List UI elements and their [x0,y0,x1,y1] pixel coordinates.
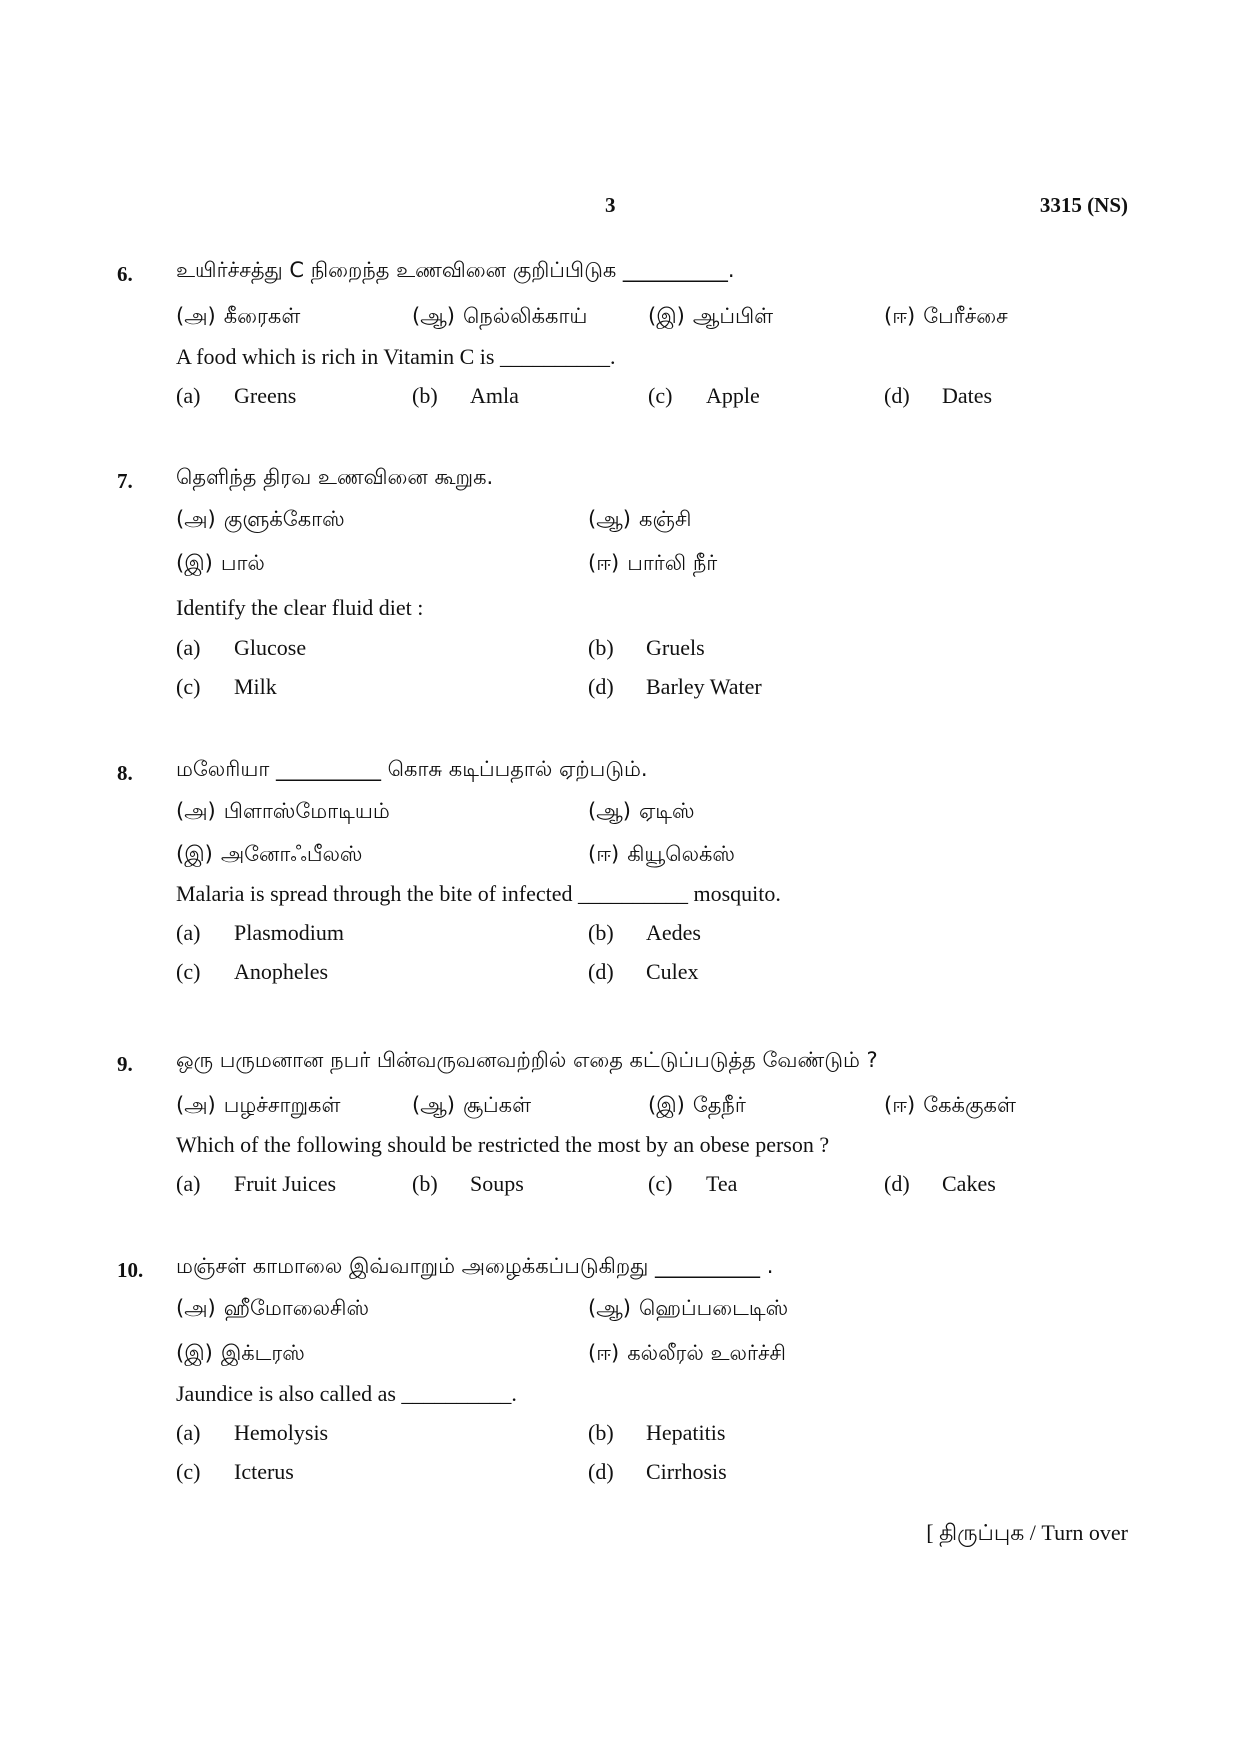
tamil-question: தெளிந்த திரவ உணவினை கூறுக. [176,465,494,489]
option-c: (c) Icterus [176,1459,294,1484]
option-d: (d) Barley Water [588,674,762,699]
option-b: (b) Hepatitis [588,1420,726,1445]
option-c-ta: (இ) அனோஃபீலஸ் [176,842,363,866]
question-number: 8. [117,761,133,785]
option-c: (c) Milk [176,674,277,699]
option-d: (d) Dates [884,383,993,408]
option-d-ta: (ஈ) பார்லி நீர் [588,551,718,575]
question-number: 10. [117,1258,144,1282]
english-question: A food which is rich in Vitamin C is __________. [176,344,616,369]
question-number: 6. [117,262,133,286]
option-a-ta: (அ) குளுக்கோஸ் [176,507,345,531]
option-c-ta: (இ) ஆப்பிள் [648,304,774,328]
option-a-ta: (அ) கீரைகள் [176,304,301,328]
option-a: (a) Fruit Juices [176,1171,337,1196]
option-b-ta: (ஆ) சூப்கள் [412,1093,532,1117]
option-b-ta: (ஆ) நெல்லிக்காய் [412,304,588,328]
option-b-ta: (ஆ) ஹெப்படைடிஸ் [588,1296,789,1320]
turn-over-note: [ திருப்புக / Turn over [926,1520,1128,1545]
tamil-question: ஒரு பருமனான நபர் பின்வருவனவற்றில் எதை கட்டுப்படுத்த வேண்டும் ? [176,1048,878,1072]
english-question: Jaundice is also called as __________. [176,1381,517,1406]
tamil-question: மஞ்சள் காமாலை இவ்வாறும் அழைக்கப்படுகிறது __________ . [176,1254,774,1278]
option-d-ta: (ஈ) பேரீச்சை [884,304,1008,328]
option-a: (a) Glucose [176,635,307,660]
tamil-question: உயிர்ச்சத்து C நிறைந்த உணவினை குறிப்பிடுக __________. [176,258,735,282]
option-b: (b) Aedes [588,920,701,945]
option-d-ta: (ஈ) கல்லீரல் உலர்ச்சி [588,1341,787,1365]
option-c-ta: (இ) இக்டரஸ் [176,1341,305,1365]
question-number: 9. [117,1052,133,1076]
option-d-ta: (ஈ) கியூலெக்ஸ் [588,842,735,866]
option-d: (d) Cirrhosis [588,1459,727,1484]
option-d: (d) Culex [588,959,699,984]
tamil-question: மலேரியா __________ கொசு கடிப்பதால் ஏற்படும். [176,757,648,781]
english-question: Identify the clear fluid diet : [176,595,424,620]
english-question: Malaria is spread through the bite of infected __________ mosquito. [176,881,781,906]
english-question: Which of the following should be restricted the most by an obese person ? [176,1132,830,1157]
question-number: 7. [117,469,133,493]
option-d-ta: (ஈ) கேக்குகள் [884,1093,1016,1117]
option-a-ta: (அ) பழச்சாறுகள் [176,1093,341,1117]
option-b: (b) Gruels [588,635,705,660]
option-c-ta: (இ) தேநீர் [648,1093,746,1117]
option-a-ta: (அ) பிளாஸ்மோடியம் [176,799,390,823]
option-a: (a) Hemolysis [176,1420,329,1445]
option-b: (b) Soups [412,1171,524,1196]
option-c: (c) Anopheles [176,959,329,984]
option-c: (c) Apple [648,383,760,408]
option-b-ta: (ஆ) கஞ்சி [588,507,692,531]
option-d: (d) Cakes [884,1171,996,1196]
option-a: (a) Greens [176,383,297,408]
option-c-ta: (இ) பால் [176,551,265,575]
option-c: (c) Tea [648,1171,738,1196]
option-a-ta: (அ) ஹீமோலைசிஸ் [176,1296,370,1320]
paper-code: 3315 (NS) [1039,193,1128,217]
option-b-ta: (ஆ) ஏடிஸ் [588,799,695,823]
option-b: (b) Amla [412,383,519,408]
option-a: (a) Plasmodium [176,920,345,945]
page-number: 3 [605,193,616,217]
